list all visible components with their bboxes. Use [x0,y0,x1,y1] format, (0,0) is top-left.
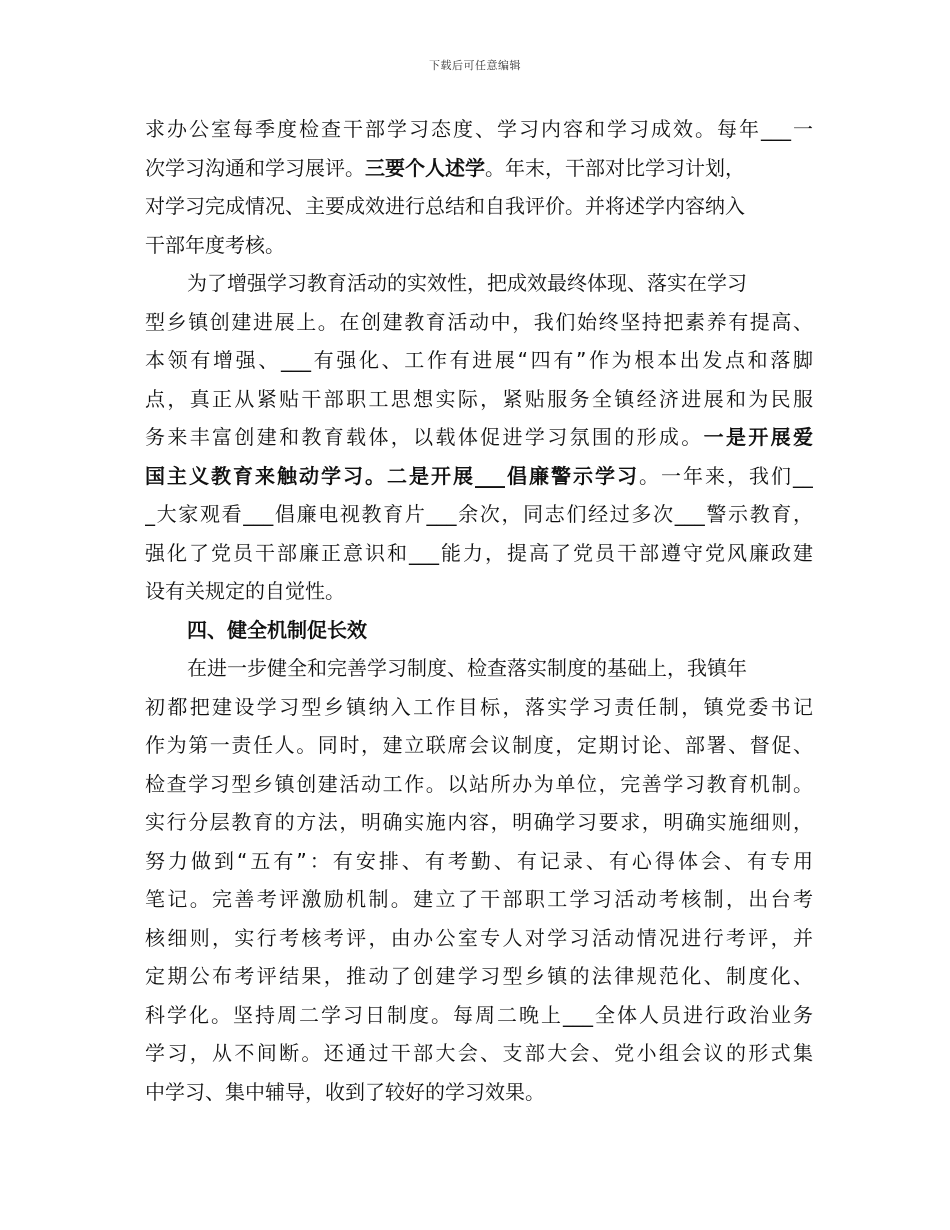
text-segment: 设有关规定的自觉性。 [145,579,345,603]
text-line [145,1034,813,1073]
bold-text: 四、健全机制促长效 [187,617,367,642]
document-body [145,110,813,1111]
text-line [145,572,813,611]
text-segment: 型乡镇创建进展上。在创建教育活动中，我们始终坚持把素养有提高、 [145,309,813,334]
text-segment: 笔记。完善考评激励机制。建立了干部职工学习活动考核制，出台考 [145,887,813,911]
text-line [145,957,813,996]
text-line [145,534,813,573]
text-line [145,187,813,226]
text-segment: 强化了党员干部廉正意识和___能力，提高了党员干部遵守党风廉政建 [145,540,813,565]
text-line [145,1073,813,1112]
text-segment: 。年末，干部对比学习计划， [485,155,745,180]
text-line [145,149,813,188]
text-segment: 核细则，实行考核考评，由办公室专人对学习活动情况进行考评，并 [145,925,813,950]
text-line [145,264,813,303]
text-segment: 在进一步健全和完善学习制度、检查落实制度的基础上，我镇年 [187,656,747,680]
page-header: 下载后可任意编辑 [429,59,521,72]
text-segment: 求办公室每季度检查干部学习态度、学习内容和学习成效。每年___一 [145,117,813,141]
bold-text: 三要个人述学 [365,155,485,180]
text-segment: 。一年来，我们__ [639,463,813,488]
text-segment: 定期公布考评结果，推动了创建学习型乡镇的法律规范化、制度化、 [145,964,813,988]
text-segment: 初都把建设学习型乡镇纳入工作目标，落实学习责任制，镇党委书记 [145,694,813,719]
text-line [145,418,813,457]
text-line [145,996,813,1035]
text-segment: 中学习、集中辅导，收到了较好的学习效果。 [145,1079,545,1104]
text-line [145,341,813,380]
text-segment: _大家观看___倡廉电视教育片___余次，同志们经过多次___警示教育， [145,502,813,526]
text-segment: 本领有增强、___有强化、工作有进展“四有”作为根本出发点和落脚 [145,348,813,372]
text-line [145,380,813,419]
text-segment: 努力做到“五有”：有安排、有考勤、有记录、有心得体会、有专用 [145,848,813,873]
text-line [145,688,813,727]
text-segment: 作为第一责任人。同时，建立联席会议制度，定期讨论、部署、督促、 [145,733,813,757]
text-line [145,919,813,958]
text-segment: 科学化。坚持周二学习日制度。每周二晚上___全体人员进行政治业务 [145,1002,813,1027]
text-line [145,880,813,919]
text-segment: 次学习沟通和学习展评。 [145,155,365,180]
text-segment: 对学习完成情况、主要成效进行总结和自我评价。并将述学内容纳入 [145,194,745,218]
text-line [145,803,813,842]
text-line [145,726,813,765]
text-line [145,457,813,496]
text-segment: 检查学习型乡镇创建活动工作。以站所办为单位，完善学习教育机制。 [145,771,813,796]
text-line [145,303,813,342]
text-segment: 务来丰富创建和教育载体，以载体促进学习氛围的形成。 [145,425,704,449]
text-line [145,842,813,881]
section-heading [145,611,813,650]
text-segment: 学习，从不间断。还通过干部大会、支部大会、党小组会议的形式集 [145,1041,813,1065]
bold-text: 一是开展爱 [703,425,813,449]
bold-text: 国主义教育来触动学习。二是开展___倡廉警示学习 [145,463,639,488]
text-line [145,765,813,804]
text-segment: 干部年度考核。 [145,232,285,257]
text-line [145,110,813,149]
text-line [145,495,813,534]
text-segment: 实行分层教育的方法，明确实施内容，明确学习要求，明确实施细则， [145,810,813,834]
text-line [145,649,813,688]
text-segment: 为了增强学习教育活动的实效性，把成效最终体现、落实在学习 [187,271,747,295]
text-line [145,226,813,265]
text-segment: 点，真正从紧贴干部职工思想实际，紧贴服务全镇经济进展和为民服 [145,386,813,411]
